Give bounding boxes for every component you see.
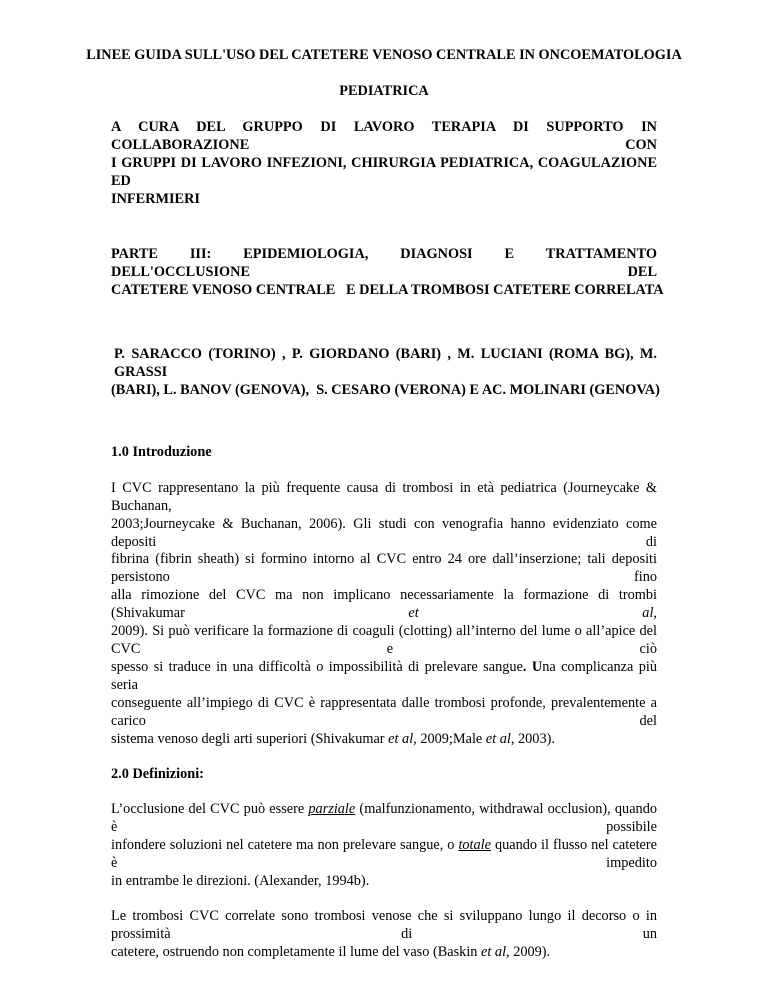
intro-line-8-mid: , 2009;Male xyxy=(413,731,486,747)
definitions-line-1-rest: (malfunzionamento, withdrawal occlusion), quando è possibile xyxy=(111,801,657,835)
citation-et-al: et al xyxy=(485,731,511,747)
term-totale: totale xyxy=(458,837,491,853)
intro-line-2: 2003;Journeycake & Buchanan, 2006). Gli studi con venografia hanno evidenziato come depositi di xyxy=(111,516,657,550)
definitions-para-2-line-1: Le trombosi CVC correlate sono trombosi venose che si sviluppano lungo il decorso o in prossimità di un xyxy=(111,908,657,942)
intro-line-4-comma: , xyxy=(653,605,657,621)
definitions-para-2-line-2 xyxy=(111,943,550,961)
definitions-line-2 xyxy=(111,836,657,872)
intro-line-8-text: sistema venoso degli arti superiori (Shivakumar xyxy=(111,731,389,747)
intro-line-1: I CVC rappresentano la più frequente causa di trombosi in età pediatrica (Journeycake & Buchanan, xyxy=(111,480,657,514)
definitions-line-3: in entrambe le direzioni. (Alexander, 1994b). xyxy=(111,873,370,889)
definitions-line-1-text: L’occlusione del CVC può essere xyxy=(111,801,309,817)
authors-line-2: (BARI), L. BANOV (GENOVA), S. CESARO (VERONA) E AC. MOLINARI (GENOVA) xyxy=(111,382,660,398)
intro-line-4 xyxy=(111,586,657,622)
intro-line-5: 2009). Si può verificare la formazione di coaguli (clotting) all’interno del lume o all’apice del CVC e ciò xyxy=(111,623,657,657)
collaboration-line-3: INFERMIERI xyxy=(111,191,200,207)
part-title-line-2: CATETERE VENOSO CENTRALE E DELLA TROMBOSI CATETERE CORRELATA xyxy=(111,282,664,298)
intro-line-6 xyxy=(111,658,657,694)
definitions-line-2-text: infondere soluzioni nel catetere ma non prelevare sangue, o xyxy=(111,837,459,853)
definitions-line-2-rest: quando il flusso nel catetere è impedito xyxy=(111,837,657,871)
citation-et-al: et al xyxy=(408,605,654,621)
citation-et-al: et al xyxy=(388,731,414,747)
section-1-heading: 1.0 Introduzione xyxy=(111,444,212,460)
intro-line-8 xyxy=(111,730,555,748)
intro-line-8-end: , 2003). xyxy=(510,731,555,747)
intro-line-4-text: alla rimozione del CVC ma non implicano necessariamente la formazione di trombi (Shivakumar xyxy=(111,587,657,621)
intro-line-3: fibrina (fibrin sheath) si formino intorno al CVC entro 24 ore dall’inserzione; tali depositi persistono fino xyxy=(111,551,657,585)
citation-et-al: et al xyxy=(481,944,507,960)
part-title-line-1: PARTE III: EPIDEMIOLOGIA, DIAGNOSI E TRATTAMENTO DELL'OCCLUSIONE DEL xyxy=(111,246,657,280)
collaboration-line-1: A CURA DEL GRUPPO DI LAVORO TERAPIA DI SUPPORTO IN COLLABORAZIONE CON xyxy=(111,119,657,153)
authors-line-1: P. SARACCO (TORINO) , P. GIORDANO (BARI) , M. LUCIANI (ROMA BG), M. GRASSI xyxy=(114,346,657,380)
term-parziale: parziale xyxy=(308,801,356,817)
intro-line-6-bold: . U xyxy=(522,659,543,675)
section-2-heading: 2.0 Definizioni: xyxy=(111,766,204,782)
title-line-2: PEDIATRICA xyxy=(339,83,429,99)
intro-line-6-text: spesso si traduce in una difficoltà o impossibilità di prelevare sangue xyxy=(111,659,523,675)
definitions-para-2-text: catetere, ostruendo non completamente il lume del vaso (Baskin xyxy=(111,944,482,960)
title-line-1: LINEE GUIDA SULL'USO DEL CATETERE VENOSO CENTRALE IN ONCOEMATOLOGIA xyxy=(86,47,682,63)
intro-line-7: conseguente all’impiego di CVC è rappresentata dalle trombosi profonde, prevalentemente a carico del xyxy=(111,695,657,729)
intro-line-6-rest: na complicanza più seria xyxy=(111,659,657,693)
definitions-para-2-end: , 2009). xyxy=(506,944,551,960)
definitions-line-1 xyxy=(111,800,657,836)
collaboration-line-2: I GRUPPI DI LAVORO INFEZIONI, CHIRURGIA PEDIATRICA, COAGULAZIONE ED xyxy=(111,155,657,189)
